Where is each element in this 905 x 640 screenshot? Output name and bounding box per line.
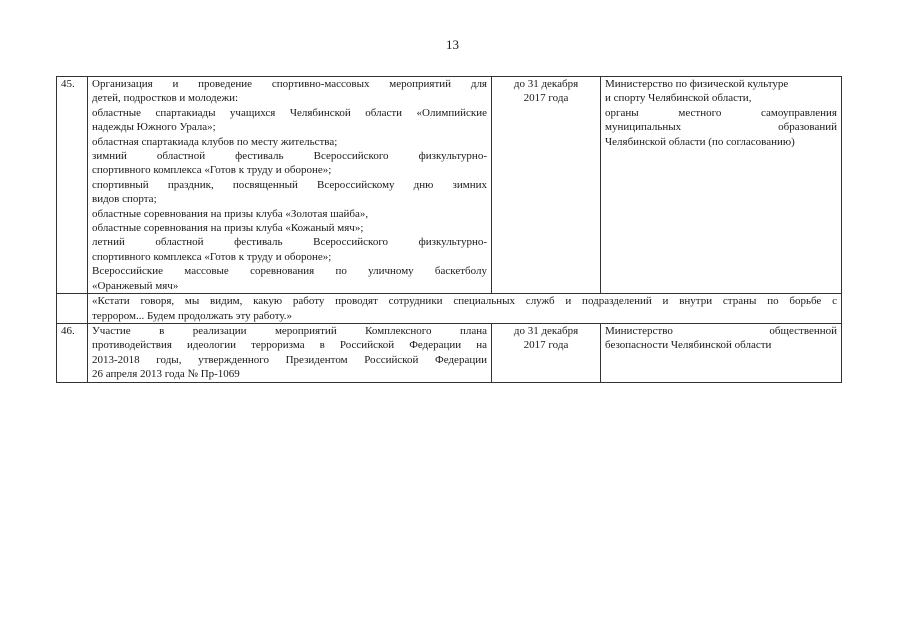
event-line: «Оранжевый мяч»	[92, 279, 179, 292]
responsible-line: органы местного самоуправления	[605, 106, 837, 119]
event-line: зимний областной фестиваль Всероссийского физкультурно-	[92, 150, 487, 163]
event-line: областные спартакиады учащихся Челябинской области «Олимпийские	[92, 106, 487, 119]
measures-table	[56, 76, 842, 383]
row-number	[57, 294, 88, 324]
event-line: противодействия идеологии терроризма в Российской Федерации на	[92, 339, 487, 352]
event-line: летний областной фестиваль Всероссийского физкультурно-	[92, 236, 487, 249]
event-line: Организация и проведение спортивно-массовых мероприятий для	[92, 78, 487, 90]
event-line: надежды Южного Урала»;	[92, 121, 216, 134]
event-line: спортивного комплекса «Готов к труду и обороне»;	[92, 250, 332, 263]
deadline	[492, 77, 601, 294]
page-number: 13	[446, 37, 459, 52]
responsible-line: и спорту Челябинской области,	[605, 92, 752, 105]
deadline-line: 2017 года	[523, 92, 569, 105]
deadline-line: до 31 декабря	[513, 324, 579, 337]
responsible-line: муниципальных образований	[605, 121, 837, 134]
event-line: детей, подростков и молодежи:	[92, 92, 239, 105]
event-line: 26 апреля 2013 года № Пр-1069	[92, 368, 240, 381]
table-row	[57, 77, 842, 294]
event-line: 2013-2018 годы, утвержденного Президентом Российской Федерации	[92, 353, 487, 366]
quote-line: террором... Будем продолжать эту работу.»	[92, 309, 293, 322]
quote-text	[88, 294, 842, 324]
responsible-line: Министерство общественной	[605, 324, 837, 337]
row-number: 45.	[57, 77, 88, 294]
event-line: видов спорта;	[92, 193, 157, 206]
event-line: областные соревнования на призы клуба «Кожаный мяч»;	[92, 222, 364, 235]
responsible-line: Министерство по физической культуре	[605, 78, 789, 90]
event-line: областная спартакиада клубов по месту жительства;	[92, 135, 338, 148]
row-number: 46.	[57, 323, 88, 382]
responsible-party	[601, 323, 842, 382]
quote-line: «Кстати говоря, мы видим, какую работу проводят сотрудники специальных служб и подразделений и внутри страны по борьбе с	[92, 295, 837, 308]
event-line: спортивного комплекса «Готов к труду и обороне»;	[92, 164, 332, 177]
event-line: спортивный праздник, посвященный Всероссийскому дню зимних	[92, 178, 487, 191]
responsible-party	[601, 77, 842, 294]
table-row	[57, 294, 842, 324]
deadline-line: 2017 года	[523, 339, 569, 352]
event-description	[88, 323, 492, 382]
event-line: областные соревнования на призы клуба «Золотая шайба»,	[92, 207, 369, 220]
table-row	[57, 323, 842, 382]
event-description	[88, 77, 492, 294]
event-line: Участие в реализации мероприятий Комплексного плана	[92, 324, 487, 337]
deadline-line: до 31 декабря	[513, 78, 579, 90]
responsible-line: Челябинской области (по согласованию)	[605, 135, 795, 148]
deadline	[492, 323, 601, 382]
event-line: Всероссийские массовые соревнования по уличному баскетболу	[92, 265, 487, 278]
responsible-line: безопасности Челябинской области	[605, 339, 772, 352]
